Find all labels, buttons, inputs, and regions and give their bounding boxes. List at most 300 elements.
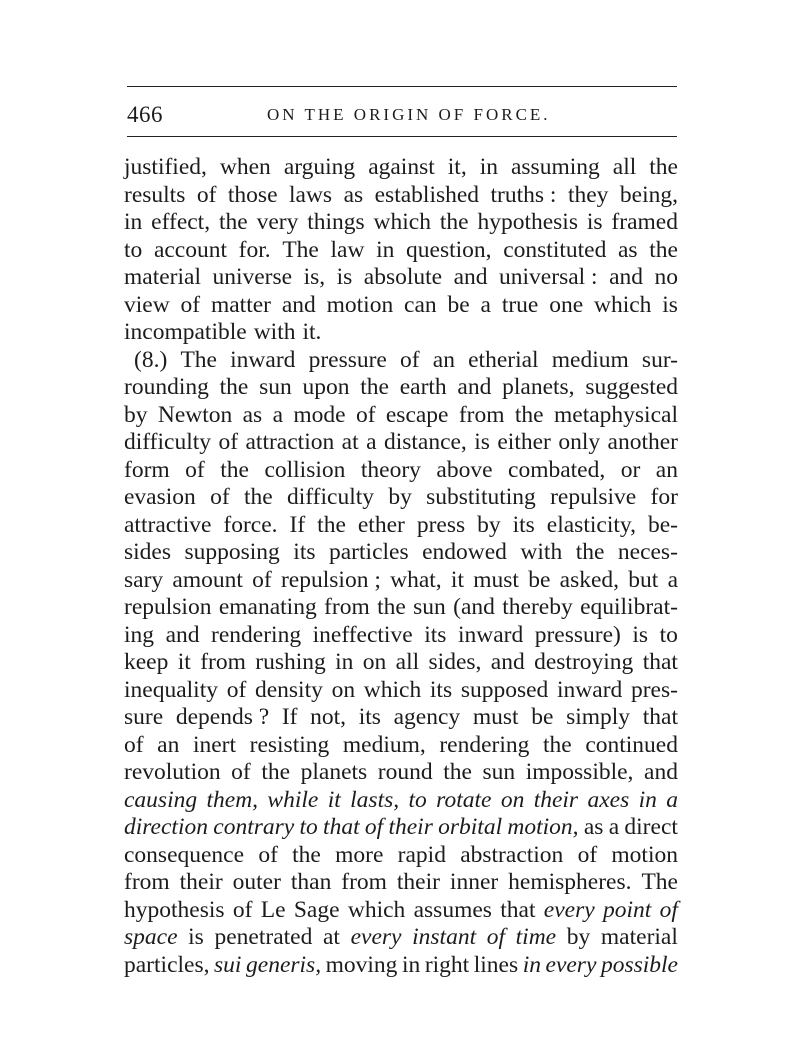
text-line: [124, 512, 678, 540]
word: If: [289, 511, 306, 538]
word: repulsion ;: [280, 566, 381, 593]
text-line: [124, 814, 678, 842]
word: law: [330, 236, 365, 263]
word: its: [424, 621, 447, 648]
word: that: [642, 704, 678, 730]
word: their: [388, 814, 433, 840]
word: it: [327, 786, 341, 813]
word: a: [272, 401, 283, 428]
word: particles: [329, 539, 409, 565]
word: endowed: [422, 539, 507, 565]
text-line: [124, 677, 678, 705]
word: is: [474, 429, 490, 455]
word: incompatible: [124, 319, 247, 345]
word: press: [416, 511, 466, 538]
word: the: [443, 759, 472, 785]
word: difficulty: [124, 429, 212, 455]
word: sides: [124, 539, 171, 565]
word: in: [124, 209, 143, 235]
word: medium: [551, 346, 629, 373]
word: and: [490, 649, 525, 675]
word: is: [188, 924, 204, 950]
word: than: [290, 869, 332, 895]
word: of: [355, 401, 376, 428]
word: repulsion: [124, 594, 212, 620]
word: matter: [210, 291, 271, 318]
word: from: [200, 649, 246, 675]
word: its: [358, 704, 381, 730]
word: axes: [587, 786, 630, 813]
word: supposed: [460, 676, 549, 703]
word: form: [124, 456, 170, 483]
word: from: [458, 401, 505, 428]
text-line: [124, 237, 678, 265]
word: planets: [300, 759, 368, 785]
word: laws: [289, 181, 333, 208]
word: attraction: [245, 429, 335, 455]
word: very: [256, 209, 299, 235]
word: of: [231, 759, 251, 785]
text-line: [124, 787, 678, 815]
word: revolution: [124, 759, 221, 785]
word: density: [254, 676, 323, 703]
word: all: [395, 649, 420, 675]
word: (8.): [134, 346, 168, 373]
word: inward: [457, 621, 524, 648]
word: as: [242, 401, 263, 428]
text-line: [124, 264, 678, 292]
word: is: [336, 264, 353, 290]
word: hemispheres.: [508, 869, 632, 895]
word: the: [219, 374, 249, 400]
word: it: [450, 566, 464, 593]
word: inequality: [124, 676, 218, 703]
word: in: [401, 951, 421, 978]
word: rendering: [439, 731, 530, 758]
word: by: [388, 484, 412, 510]
word: attractive: [124, 511, 212, 538]
word: view: [124, 291, 170, 318]
word: must: [473, 566, 519, 593]
word: the: [220, 456, 249, 483]
word: contrary: [213, 814, 295, 840]
word: and: [165, 621, 200, 648]
word: their: [396, 869, 440, 895]
word: and: [609, 264, 643, 290]
word: agency: [393, 704, 461, 730]
word: hypothesis: [124, 896, 225, 923]
word: simply: [566, 704, 631, 730]
text-line: [124, 182, 678, 210]
text-line: [124, 897, 678, 925]
word: and: [453, 264, 488, 290]
text-line: [124, 457, 678, 485]
text-line: [124, 539, 678, 567]
word: as: [343, 181, 364, 208]
word: must: [472, 704, 519, 730]
word: direct: [624, 814, 678, 840]
word: direction: [124, 814, 208, 840]
word: combated,: [508, 456, 606, 483]
word: of: [210, 484, 230, 510]
word: motion: [326, 291, 394, 318]
word: keep: [124, 649, 169, 675]
word: of: [218, 429, 239, 455]
word: in: [638, 786, 657, 813]
word: of: [364, 814, 384, 840]
word: from: [341, 869, 387, 895]
word: that: [323, 814, 360, 840]
word: true: [501, 291, 539, 318]
word: from: [124, 869, 170, 895]
word: the: [261, 759, 291, 785]
word: the: [439, 209, 469, 235]
word: a: [480, 291, 491, 318]
word: by: [566, 924, 591, 950]
word: which: [594, 291, 652, 318]
word: absolute: [363, 264, 443, 290]
body-text: [124, 154, 678, 979]
word: the: [575, 539, 605, 565]
word: in: [376, 236, 395, 263]
word: motion,: [507, 814, 579, 840]
text-line: [124, 842, 678, 870]
word: causing: [124, 786, 198, 813]
word: generis,: [246, 951, 322, 978]
text-line: [124, 622, 678, 650]
word: results: [124, 181, 186, 208]
word: difficulty: [286, 484, 375, 510]
word: assuming: [510, 154, 600, 180]
word: a: [666, 786, 678, 813]
word: which: [347, 896, 406, 923]
text-line: [124, 374, 678, 402]
word: either: [497, 429, 551, 455]
word: theory: [360, 456, 421, 483]
word: effect,: [151, 209, 211, 235]
word: every: [545, 951, 597, 978]
word: them,: [206, 786, 259, 813]
word: of: [232, 896, 253, 923]
word: their: [533, 786, 579, 813]
word: on: [500, 786, 525, 813]
word: the: [649, 236, 678, 263]
word: account: [153, 236, 228, 263]
word: round: [377, 759, 433, 785]
page-header: [127, 96, 677, 130]
word: and: [457, 374, 492, 400]
word: sides,: [428, 649, 482, 675]
word: with: [253, 319, 296, 345]
word: the: [649, 154, 678, 180]
word: with: [520, 539, 563, 565]
word: for.: [238, 236, 271, 263]
word: an: [655, 456, 678, 483]
word: of: [226, 676, 247, 703]
word: as: [618, 236, 638, 263]
word: by: [124, 401, 148, 428]
word: to: [299, 814, 318, 840]
word: Le: [260, 896, 286, 923]
word: of: [252, 566, 272, 593]
word: justified,: [124, 154, 207, 180]
text-line: [124, 759, 678, 787]
word: of: [400, 346, 420, 373]
word: what,: [390, 566, 442, 593]
word: that: [642, 649, 678, 675]
word: more: [335, 841, 384, 868]
word: lasts,: [350, 786, 400, 813]
page-number: 466: [127, 102, 163, 127]
word: the: [543, 731, 572, 758]
word: of: [577, 841, 598, 868]
word: another: [607, 429, 678, 455]
header-rule-top: [127, 86, 677, 87]
word: it: [177, 649, 191, 675]
word: evasion: [124, 484, 196, 510]
word: on: [362, 649, 387, 675]
word: If: [281, 704, 298, 730]
word: of: [180, 291, 201, 318]
word: and: [281, 291, 316, 318]
text-line: [124, 484, 678, 512]
word: of: [659, 896, 678, 923]
word: metaphysical: [553, 401, 678, 428]
word: distance,: [383, 429, 467, 455]
word: when: [219, 154, 271, 180]
word: be: [528, 566, 551, 593]
word: a: [608, 814, 620, 840]
word: its: [293, 539, 316, 565]
text-line: [124, 704, 678, 732]
word: be: [447, 291, 470, 318]
word: consequence: [124, 841, 245, 868]
word: sun: [259, 374, 292, 400]
word: a: [667, 566, 678, 593]
word: upon: [302, 374, 350, 400]
word: instant: [412, 924, 477, 950]
text-line: [124, 594, 678, 622]
word: from: [324, 594, 370, 620]
word: while: [267, 786, 319, 813]
word: medium,: [342, 731, 426, 758]
word: it.: [302, 319, 322, 345]
word: that: [500, 896, 536, 923]
word: inner: [449, 869, 499, 895]
word: be: [531, 704, 554, 730]
word: and: [644, 759, 678, 785]
word: orbital: [438, 814, 503, 840]
word: established: [374, 181, 480, 208]
word: is: [632, 621, 649, 648]
word: etherial: [468, 346, 539, 373]
word: can: [404, 291, 437, 318]
word: motion: [611, 841, 678, 868]
word: on: [331, 676, 356, 703]
word: no: [654, 264, 678, 290]
word: rapid: [397, 841, 446, 868]
word: arguing: [283, 154, 356, 180]
word: mode: [293, 401, 346, 428]
text-line: [124, 924, 678, 952]
word: as: [583, 814, 604, 840]
word: space: [124, 924, 178, 950]
word: the: [514, 401, 544, 428]
word: resisting: [249, 731, 330, 758]
word: it,: [447, 154, 467, 180]
word: ing: [124, 621, 155, 648]
text-line: [124, 567, 678, 595]
word: elasticity,: [546, 511, 636, 538]
word: amount: [172, 566, 243, 593]
word: force.: [223, 511, 278, 538]
word: ineffective: [312, 621, 413, 648]
word: by: [477, 511, 501, 538]
word: earth: [399, 374, 447, 400]
word: right: [424, 951, 470, 978]
word: of: [258, 841, 278, 868]
text-line: [124, 319, 678, 347]
word: the: [317, 511, 346, 538]
word: sure: [124, 704, 164, 730]
word: universe: [212, 264, 293, 290]
word: an: [157, 731, 180, 758]
word: point: [602, 896, 652, 923]
word: to: [659, 621, 678, 648]
word: the: [218, 209, 248, 235]
word: every: [543, 896, 595, 923]
word: or: [620, 456, 641, 483]
text-line: [124, 347, 678, 375]
word: penetrated: [214, 924, 313, 950]
word: to: [124, 236, 143, 263]
word: The: [180, 346, 217, 373]
word: above: [436, 456, 493, 483]
word: time: [515, 924, 557, 950]
word: lines: [473, 951, 519, 978]
word: being,: [619, 181, 678, 208]
word: only: [558, 429, 601, 455]
word: in: [479, 154, 498, 180]
word: abstraction: [460, 841, 564, 868]
word: moving: [325, 951, 398, 978]
word: an: [432, 346, 455, 373]
word: of: [124, 731, 144, 758]
word: of: [486, 924, 506, 950]
text-line: [124, 402, 678, 430]
word: inert: [192, 731, 237, 758]
word: hypothesis: [477, 209, 578, 235]
word: question,: [406, 236, 492, 263]
word: ether: [357, 511, 405, 538]
word: pressure: [308, 346, 387, 373]
word: asked,: [559, 566, 620, 593]
word: but: [628, 566, 659, 593]
word: not,: [310, 704, 347, 730]
running-head: ON THE ORIGIN OF FORCE.: [267, 105, 551, 124]
word: the: [292, 841, 321, 868]
word: The: [641, 869, 678, 895]
word: the: [360, 374, 389, 400]
word: those: [227, 181, 278, 208]
word: universal :: [499, 264, 598, 290]
header-rule-bottom: [127, 136, 677, 137]
word: in: [335, 649, 354, 675]
word: assumes: [413, 896, 492, 923]
word: all: [612, 154, 637, 180]
text-line: [124, 292, 678, 320]
word: truths :: [490, 181, 557, 208]
word: the: [243, 484, 273, 510]
word: is: [662, 291, 678, 318]
word: neces-: [617, 539, 678, 565]
word: pres-: [630, 676, 678, 703]
word: its: [512, 511, 535, 538]
word: sary: [124, 566, 164, 593]
word: sun: [482, 759, 516, 785]
word: their: [179, 869, 223, 895]
word: continued: [585, 731, 678, 758]
word: constituted: [503, 236, 607, 263]
word: substituting: [426, 484, 536, 510]
word: is,: [303, 264, 326, 290]
word: Newton: [157, 401, 233, 428]
word: rendering: [211, 621, 302, 648]
word: Sage: [293, 896, 340, 923]
text-line: [124, 869, 678, 897]
word: is: [586, 209, 603, 235]
word: in: [522, 951, 541, 978]
word: at: [322, 924, 340, 950]
word: sui: [214, 951, 242, 978]
text-line: [124, 952, 678, 980]
word: every: [350, 924, 402, 950]
word: of: [196, 181, 217, 208]
word: its: [429, 676, 453, 703]
word: depends ?: [175, 704, 270, 730]
text-line: [124, 209, 678, 237]
word: supposing: [184, 539, 280, 565]
word: planets,: [502, 374, 575, 400]
word: rounding: [124, 374, 209, 400]
text-line: [124, 429, 678, 457]
word: The: [282, 236, 319, 263]
word: at: [341, 429, 359, 455]
word: sun: [413, 594, 446, 620]
word: impossible,: [525, 759, 634, 785]
word: rotate: [436, 786, 492, 813]
word: be-: [647, 511, 678, 538]
word: inward: [230, 346, 296, 373]
text-line: [124, 732, 678, 760]
word: thereby: [502, 594, 573, 620]
word: to: [408, 786, 427, 813]
word: destroying: [534, 649, 634, 675]
word: material: [124, 264, 201, 290]
word: outer: [232, 869, 281, 895]
word: repulsive: [550, 484, 637, 510]
word: suggested: [585, 374, 678, 400]
word: one: [549, 291, 584, 318]
word: the: [377, 594, 406, 620]
text-line: [124, 649, 678, 677]
word: framed: [611, 209, 678, 235]
word: equilibrat-: [580, 594, 678, 620]
word: a: [366, 429, 377, 455]
word: possible: [600, 951, 678, 978]
word: emanating: [218, 594, 317, 620]
word: which: [363, 676, 422, 703]
